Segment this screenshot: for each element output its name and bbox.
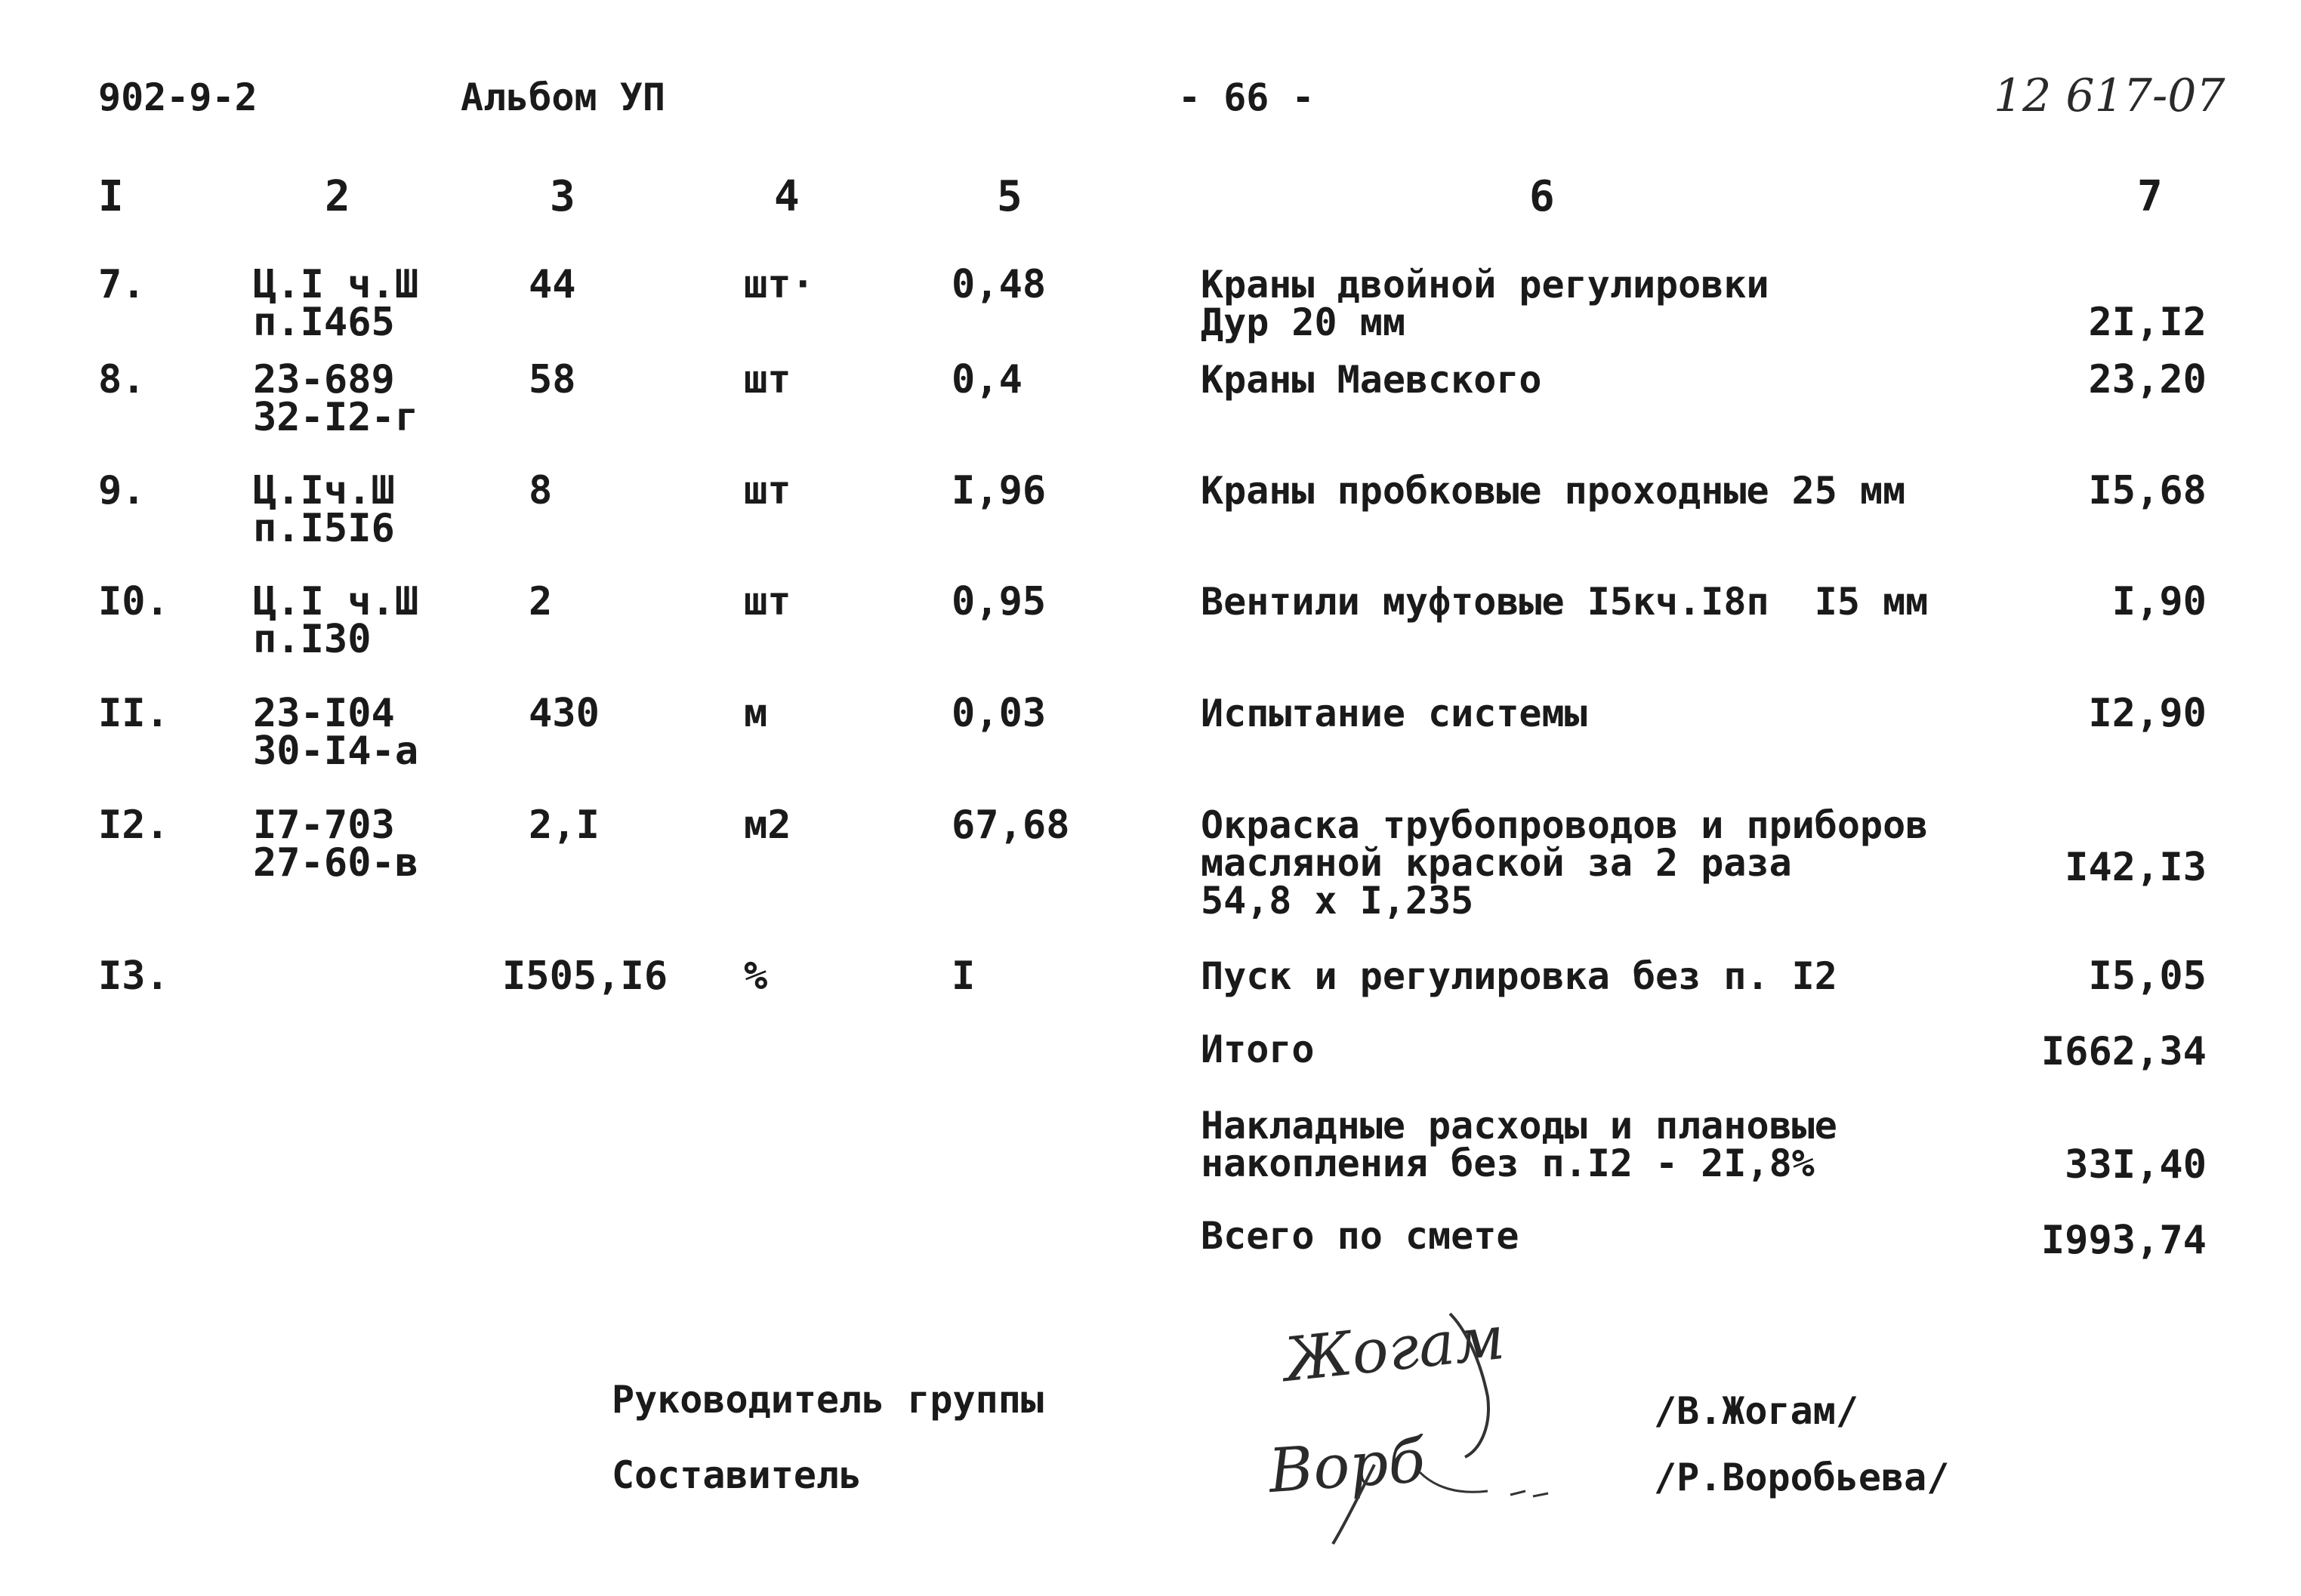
- album-label: Альбом УП: [461, 75, 665, 119]
- row-unit-price: 67,68: [952, 803, 1070, 848]
- summary-label-line2: накопления без п.I2 - 2I,8%: [1201, 1142, 1815, 1185]
- row-number: 8.: [98, 357, 146, 402]
- row-unit-price: 0,03: [952, 691, 1047, 736]
- row-reference-line2: п.I30: [253, 617, 372, 662]
- row-description: Окраска трубопроводов и приборов: [1201, 803, 1929, 847]
- row-total: 23,20: [2088, 357, 2207, 402]
- column-number-6: 6: [1529, 172, 1555, 221]
- row-quantity: I505,I6: [502, 954, 668, 999]
- inventory-number: 12 617-07: [1994, 69, 2225, 122]
- row-unit-price: I,96: [952, 468, 1047, 513]
- row-quantity: 2,I: [529, 803, 600, 848]
- row-reference-line2: п.I5I6: [253, 506, 395, 551]
- summary-value: I993,74: [2040, 1218, 2207, 1263]
- row-reference: 23-I04: [253, 691, 395, 736]
- name-group-leader: /В.Жогам/: [1654, 1389, 1858, 1433]
- row-total: I2,90: [2088, 691, 2207, 736]
- row-total: I5,05: [2088, 954, 2207, 999]
- column-number-1: I: [98, 172, 124, 221]
- row-unit: м: [744, 691, 768, 736]
- column-number-4: 4: [774, 172, 800, 221]
- row-unit: шт: [744, 579, 791, 624]
- row-unit: %: [744, 954, 768, 999]
- summary-value: 33I,40: [2065, 1142, 2207, 1188]
- row-unit-price: 0,95: [952, 579, 1047, 624]
- row-reference-line2: п.I465: [253, 300, 395, 345]
- row-number: I3.: [98, 954, 169, 999]
- row-quantity: 2: [529, 579, 553, 624]
- document-code: 902-9-2: [98, 75, 258, 119]
- summary-label: Всего по смете: [1201, 1214, 1519, 1258]
- column-number-3: 3: [550, 172, 575, 221]
- row-unit: шт·: [744, 262, 815, 307]
- row-unit: м2: [744, 803, 791, 848]
- row-unit-price: 0,48: [952, 262, 1047, 307]
- row-quantity: 44: [529, 262, 576, 307]
- row-number: I2.: [98, 803, 169, 848]
- handwritten-signature-2: Ворб: [1266, 1425, 1427, 1507]
- row-reference: I7-703: [253, 803, 395, 848]
- summary-label: Накладные расходы и плановые: [1201, 1104, 1837, 1148]
- row-description: Пуск и регулировка без п. I2: [1201, 954, 1837, 998]
- row-total: I,90: [2111, 579, 2207, 624]
- handwritten-signature-1: Жогам: [1280, 1302, 1508, 1396]
- row-total: I42,I3: [2065, 845, 2207, 890]
- row-quantity: 430: [529, 691, 600, 736]
- name-compiler: /Р.Воробьева/: [1654, 1456, 1950, 1499]
- row-reference: 23-689: [253, 357, 395, 402]
- column-number-2: 2: [325, 172, 350, 221]
- role-compiler: Составитель: [612, 1453, 862, 1497]
- row-unit-price: I: [952, 954, 976, 999]
- row-quantity: 8: [529, 468, 553, 513]
- role-group-leader: Руководитель группы: [612, 1378, 1044, 1422]
- row-quantity: 58: [529, 357, 576, 402]
- page-number: - 66 -: [1178, 75, 1315, 119]
- row-number: 7.: [98, 262, 146, 307]
- row-description: Испытание системы: [1201, 692, 1587, 735]
- row-reference: Ц.I ч.Ш: [253, 262, 419, 307]
- row-number: I0.: [98, 579, 169, 624]
- row-reference: Ц.Iч.Ш: [253, 468, 395, 513]
- row-description: Краны двойной регулировки: [1201, 263, 1769, 307]
- row-reference: Ц.I ч.Ш: [253, 579, 419, 624]
- column-number-5: 5: [997, 172, 1022, 221]
- row-description: Краны Маевского: [1201, 358, 1542, 402]
- signature-strokes: [1261, 1299, 1578, 1555]
- row-unit: шт: [744, 468, 791, 513]
- summary-value: I662,34: [2040, 1029, 2207, 1074]
- row-number: II.: [98, 691, 169, 736]
- row-description-line2: масляной краской за 2 раза: [1201, 841, 1792, 885]
- row-description: Краны пробковые проходные 25 мм: [1201, 469, 1906, 513]
- row-description-line3: 54,8 х I,235: [1201, 879, 1474, 923]
- summary-label: Итого: [1201, 1028, 1315, 1071]
- row-description: Вентили муфтовые I5кч.I8п I5 мм: [1201, 580, 1929, 624]
- row-number: 9.: [98, 468, 146, 513]
- row-reference-line2: 30-I4-а: [253, 729, 419, 774]
- row-total: 2I,I2: [2088, 300, 2207, 345]
- row-unit-price: 0,4: [952, 357, 1022, 402]
- row-total: I5,68: [2088, 468, 2207, 513]
- column-number-7: 7: [2137, 172, 2163, 221]
- row-description-line2: Дур 20 мм: [1201, 300, 1405, 344]
- row-reference-line2: 27-60-в: [253, 840, 419, 886]
- row-reference-line2: 32-I2-г: [253, 395, 419, 440]
- row-unit: шт: [744, 357, 791, 402]
